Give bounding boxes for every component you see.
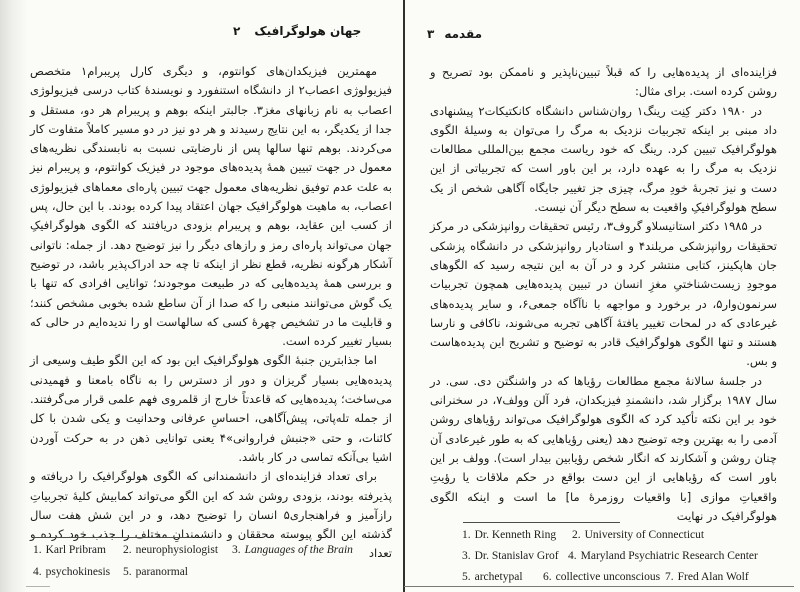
page-gutter-line [403,0,405,592]
corner-scan-mark [26,586,50,587]
footnote: 3. Languages of the Brain [232,544,353,556]
paragraph: در جلسهٔ سالانهٔ مجمع مطالعات رؤیاها که در واشنگتن دی. سی. در سال ۱۹۸۷ برگزار شد، دانشمندِ فیزیکدان، فرد آلن وولف۷، در سخنرانی خود بر این نکته تأکید کرد که الگوی هولوگرافیک می‌تواند رؤیاهای روشن آدمی را به بهترین وجه توضیح دهد (یعنی رؤیاهایی که به طور غیرعادی آن چنان روشن و آشکارند که انگار شخص رؤیابین بیدار است). وولف بر این باور است که رؤیاهایی از این دست بواقع در حکم ملاقات یا رؤیتِ واقعیاتِ موازی [با واقعیات روزمرهٔ ما] ما است و اینکه الگوی هولوگرافیک در نهایت [430,373,777,523]
footnote: 7. Fred Alan Wolf [665,571,749,583]
page-edge-shadow [0,0,28,592]
footnote: 6. collective unconscious [543,571,661,583]
footnote: 5. archetypal [462,571,523,583]
paragraph: در ۱۹۸۰ دکتر کِنِت رینگ۱ روان‌شناس دانشگاه کانکتیکات۲ پیشنهادی داد مبنی بر اینکه تجربیات نزدیک به مرگ را می‌توان به وسیلهٔ الگوی هولوگرافیک تبیین کرد. رینگ که خود ریاست مجمع بین‌المللی مطالعات نزدیک به مرگ را به عهده دارد، بر این باور است که تجربیاتی از این دست و نیز تجربهٔ خودِ مرگ، چیزی جز تغییر جایگاه آگاهی شخص از یک سطح هولوگرافیکِ واقعیت به سطح دیگر آن نیست. [430,103,777,215]
footnote: 4. Maryland Psychiatric Research Center [568,550,758,562]
running-head-right [427,27,482,41]
paragraph: مهمترین فیزیکدان‌های کوانتوم، و دیگری کارل پریبرام۱ متخصص فیزیولوژی اعصاب۲ از دانشگاه استنفورد و نویسندهٔ کتاب درسی فیزیولوژی اعصاب به نام زبانهای مغز۳. جالبتر اینکه بوهم و پریبرام هر دو، مستقل و جدا از یکدیگر، به این نتایج رسیدند و هر دو نیز در دو مسیر کاملاً متفاوت کار می‌کردند. بوهم تنها سالها پس از نارضایتی نسبت به نابسندگی نظریه‌های معمول در جهت تبیین همهٔ پدیده‌های موجود در فیزیک کوانتوم، و پریبرام نیز به علت عدم توفیق نظریه‌های معمول جهت تبیین پاره‌ای معماهای فیزیولوژی اعصاب، به ماهیت هولوگرافیک جهان اعتقاد پیدا کرده بودند. با این حال، پس از کسب این عقاید، بوهم و پریبرام بزودی دریافتند که الگوی هولوگرافیکِ جهان می‌تواند پاره‌ای رمز و رازهای دیگر را نیز توضیح دهد. از جمله: ناتوانی آشکار هرگونه نظریه، قطع نظر از اینکه تا چه حد ادراک‌پذیر باشد، در توضیح و بررسی همهٔ پدیده‌هایی که در طبیعت موجودند؛ توانایی افرادی که تنها با یک گوش می‌توانند منبعی را که صدا از آن ساطع شده بخوبی مشخص کنند؛ و قابلیت ما در تشخیص چهرهٔ کسی که سالهاست او را ندیده‌ایم در حالی که بسیار تغییر کرده است. [30,64,392,349]
footnote-divider-left [33,537,191,538]
footnote: 2. University of Connecticut [572,529,705,541]
paragraph: در ۱۹۸۵ دکتر استانیسلاو گروف۳، رئیس تحقیقات روانپزشکی در مرکز تحقیقات روانپزشکی مریلند۴ و استادیار روانپزشکی در دانشگاه پزشکی جان هاپکینز، کتابی منتشر کرد و در آن به این نتیجه رسید که الگوهای موجودِ زیست‌شناختیِ مغزِ انسان در تبیین پدیده‌هایی همچون تجربیات سرنمون‌وار۵، در برخورد و مواجهه با ناآگاه جمعی۶، و سایر پدیده‌های غیرعادی که در لمحات تغییر یافتهٔ آگاهی تجربه می‌شوند، ناکافی و نارسا هستند و تنها الگوی هولوگرافیک قادر به توضیح و تشریح این پدیده‌هاست و بس. [430,219,778,369]
footnote: 5. paranormal [123,566,188,578]
running-title-left: جهان هولوگرافیک [254,24,362,38]
footnote-divider-right [463,522,620,523]
footnote: 2. neurophysiologist [123,544,219,556]
body-text-left [30,62,392,564]
page-number-right: ۳ [427,27,435,41]
body-text-right [430,63,777,526]
footnote: 1. Karl Pribram [33,544,106,556]
paragraph: فزاینده‌ای از پدیده‌هایی را که قبلاً تبیین‌ناپذیر و ناممکن بود تصریح و روشن کرده است. برای مثال: [430,65,777,99]
paragraph: اما جذابترین جنبهٔ الگوی هولوگرافیک این بود که این الگو طیف وسیعی از پدیده‌هایی بسیار گریزان و دور از دسترس را به ناگاه بامعنا و فهمیدنی می‌ساخت؛ پدیده‌هایی که قاعدتاً خارج از قلمروی فهم علمی قرار می‌گرفتند. از جمله تله‌پاتی، پیش‌آگاهی، احساسِ عرفانی وحدانیت و یکی شدن با کل کائنات، و حتی «جنبش فراروانی»۴ یعنی توانایی ذهن در به حرکت آوردن اشیا بی‌آنکه تماسی در کار باشد. [30,353,392,464]
running-head-left [233,24,361,38]
footnote: 1. Dr. Kenneth Ring [462,529,557,541]
footnote: 4. psychokinesis [33,566,111,578]
page-bottom-edge-line [404,586,794,587]
page-number-left: ۲ [233,24,241,38]
footnote: 3. Dr. Stanislav Grof [462,550,559,562]
paragraph: برای تعداد فزاینده‌ای از دانشمندانی که الگوی هولوگرافیک را دریافته و پذیرفته بودند، بزودی روشن شد که این الگو می‌تواند کمابیش کلیهٔ تجربیاتِ رازآمیز و فراهنجاری۵ انسان را توضیح دهد، و در این شش هفت سال گذشته این الگو پیوسته محققان و دانشمندانِ مختلف را جذب خود کرده و تعداد [30,469,392,561]
running-title-right: مقدمه [444,27,483,41]
